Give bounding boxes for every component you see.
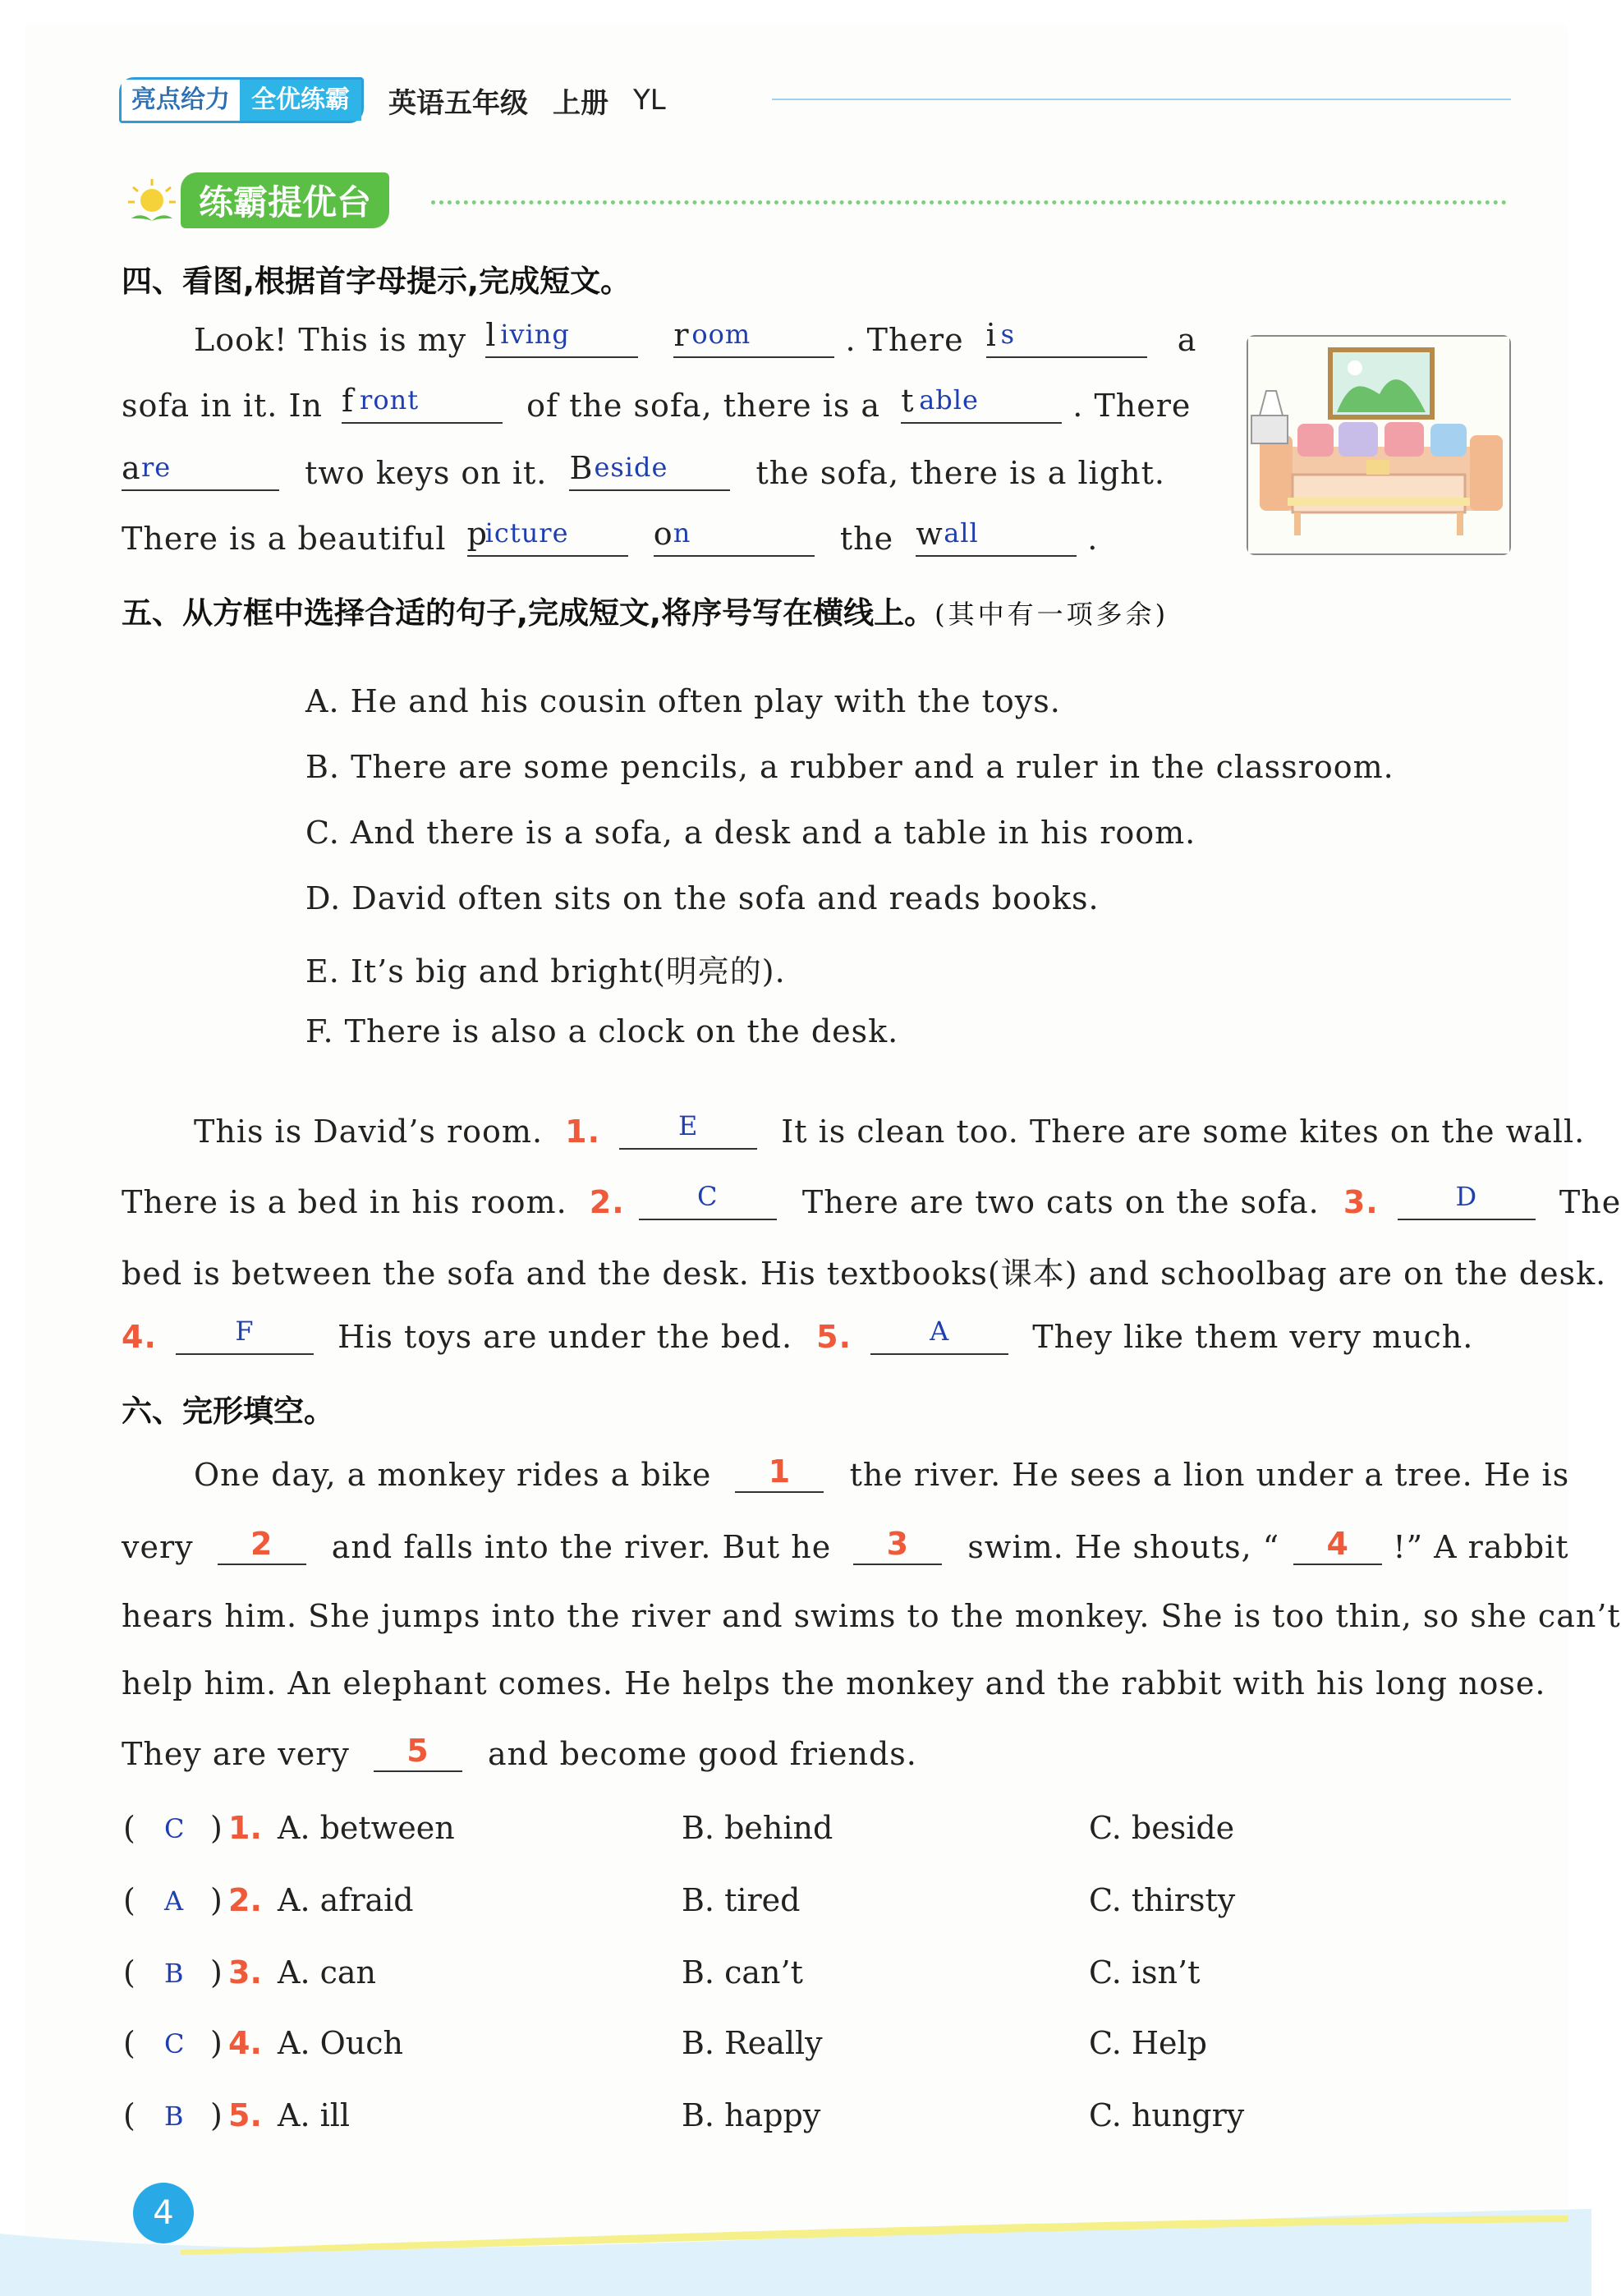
- close-paren: ): [210, 1882, 223, 1918]
- choice-row: [123, 2097, 1519, 2138]
- blank: [569, 450, 730, 491]
- choice-number: 4.: [228, 2025, 262, 2061]
- option-c: C. And there is a sofa, a desk and a table in his room.: [305, 815, 1196, 851]
- dotted-divider: [431, 200, 1507, 204]
- q5-line-2: [122, 1182, 1621, 1220]
- blank-prefix: t: [901, 383, 915, 419]
- option-c: C. Help: [1089, 2025, 1207, 2061]
- q6-line-1: [194, 1455, 1569, 1493]
- option-a: A. afraid: [278, 1882, 414, 1918]
- text: very: [122, 1529, 194, 1565]
- blank: [122, 450, 279, 491]
- edition-label: YL: [633, 84, 666, 117]
- page-number: 4: [133, 2183, 194, 2243]
- answer-blank: [176, 1317, 314, 1355]
- blank-prefix: w: [916, 516, 944, 552]
- blank-number: 5.: [816, 1319, 852, 1355]
- open-paren: (: [123, 1810, 135, 1846]
- q6-title: 六、完形填空。: [122, 1394, 334, 1429]
- choice-row: [123, 1882, 1519, 1923]
- q4-line-3: [122, 450, 1165, 491]
- text: This is David’s room.: [194, 1114, 544, 1150]
- option-b: B. happy: [682, 2097, 821, 2133]
- choice-number: 5.: [228, 2097, 262, 2133]
- blank-number: 1.: [565, 1114, 601, 1150]
- text: the sofa, there is a light.: [755, 455, 1165, 491]
- blank-answer: iving: [500, 319, 570, 350]
- blank-answer: ront: [360, 384, 420, 416]
- blank: [466, 516, 628, 557]
- blank-answer: all: [944, 517, 979, 549]
- cloze-blank: [218, 1527, 306, 1565]
- q6-line-5: [122, 1734, 917, 1772]
- text: His toys are under the bed.: [338, 1319, 793, 1355]
- choice-number: 3.: [228, 1954, 262, 1991]
- choice-answer: C: [164, 2028, 185, 2060]
- open-paren: (: [123, 2025, 135, 2061]
- blank: [985, 317, 1147, 358]
- text: Look! This is my: [194, 322, 467, 358]
- cloze-number: 2: [250, 1526, 273, 1562]
- text: . There: [1072, 388, 1192, 424]
- cloze-number: 4: [1326, 1526, 1349, 1562]
- cloze-blank: [853, 1527, 942, 1565]
- option-c: C. hungry: [1089, 2097, 1245, 2133]
- q4-line-2: [122, 383, 1192, 424]
- q6-line-3: hears him. She jumps into the river and swims to the monkey. She is too thin, so she can’t: [122, 1598, 1621, 1634]
- sun-sprout-icon: [123, 176, 181, 225]
- text: They are very: [122, 1736, 350, 1772]
- blank-prefix: i: [985, 317, 997, 353]
- brand-left: 亮点给力: [122, 80, 240, 121]
- blank: [342, 383, 503, 424]
- footer-wave: [0, 2201, 1591, 2296]
- blank-prefix: r: [673, 317, 690, 353]
- text: and falls into the river. But he: [331, 1529, 832, 1565]
- option-b: B. tired: [682, 1882, 801, 1918]
- section-tag-label: 练霸提优台: [181, 172, 389, 228]
- q5-line-1: [194, 1112, 1585, 1150]
- close-paren: ): [210, 2097, 223, 2133]
- blank-number: 2.: [589, 1184, 625, 1220]
- blank-answer: F: [235, 1316, 255, 1347]
- living-room-illustration: [1247, 335, 1511, 555]
- blank-answer: icture: [484, 517, 569, 549]
- text: One day, a monkey rides a bike: [194, 1457, 712, 1493]
- option-b: B. behind: [682, 1810, 833, 1846]
- blank-answer: E: [677, 1110, 699, 1141]
- choice-answer: B: [164, 2101, 184, 2132]
- q4-title: 四、看图,根据首字母提示,完成短文。: [122, 264, 631, 299]
- text: There is a bed in his room.: [122, 1184, 567, 1220]
- blank-answer: D: [1455, 1181, 1478, 1212]
- q5-title-text: 五、从方框中选择合适的句子,完成短文,将序号写在横线上。: [122, 595, 935, 631]
- q6-line-4: help him. An elephant comes. He helps the monkey and the rabbit with his long nose.: [122, 1665, 1546, 1701]
- q5-title: [122, 588, 1169, 632]
- text: It is clean too. There are some kites on the wall.: [781, 1114, 1586, 1150]
- option-c: C. thirsty: [1089, 1882, 1236, 1918]
- text: the river. He sees a lion under a tree. He is: [849, 1457, 1570, 1493]
- choice-number: 2.: [228, 1882, 262, 1918]
- option-a: A. between: [278, 1810, 455, 1846]
- subject-label: 英语五年级: [388, 86, 528, 120]
- q6-line-2: [122, 1527, 1569, 1565]
- text: sofa in it. In: [122, 388, 323, 424]
- blank-prefix: a: [122, 450, 141, 486]
- option-a: A. ill: [278, 2097, 351, 2133]
- answer-blank: [1398, 1182, 1536, 1220]
- text: of the sofa, there is a: [526, 388, 881, 424]
- blank-number: 4.: [122, 1319, 157, 1355]
- text: swim. He shouts, “: [967, 1529, 1280, 1565]
- brand-right: 全优练霸: [240, 80, 361, 121]
- open-paren: (: [123, 2097, 135, 2133]
- option-f: F. There is also a clock on the desk.: [305, 1013, 899, 1049]
- blank-answer: s: [1000, 319, 1016, 350]
- text: There are two cats on the sofa.: [801, 1184, 1320, 1220]
- blank-answer: A: [930, 1316, 950, 1347]
- blank: [653, 516, 815, 557]
- close-paren: ): [210, 1954, 223, 1991]
- option-a: A. can: [278, 1954, 377, 1991]
- option-e: E. It’s big and bright(明亮的).: [305, 953, 786, 990]
- choice-row: [123, 1954, 1519, 1995]
- text: two keys on it.: [305, 455, 548, 491]
- q5-line-3: bed is between the sofa and the desk. His textbooks(课本) and schoolbag are on the desk.: [122, 1256, 1607, 1292]
- choice-row: [123, 1810, 1519, 1851]
- open-paren: (: [123, 1954, 135, 1991]
- blank-answer: eside: [594, 452, 668, 483]
- text: The: [1559, 1184, 1621, 1220]
- choice-row: [123, 2025, 1519, 2066]
- cloze-blank: [374, 1734, 462, 1772]
- blank-answer: n: [673, 517, 691, 549]
- blank-prefix: B: [569, 450, 594, 486]
- option-b: B. Really: [682, 2025, 823, 2061]
- option-b: B. There are some pencils, a rubber and a ruler in the classroom.: [305, 749, 1394, 785]
- volume-label: 上册: [553, 86, 608, 120]
- blank: [485, 317, 638, 358]
- blank: [916, 516, 1077, 557]
- blank-number: 3.: [1343, 1184, 1379, 1220]
- text: and become good friends.: [488, 1736, 917, 1772]
- close-paren: ): [210, 2025, 223, 2061]
- close-paren: ): [210, 1810, 223, 1846]
- q4-line-1: [194, 317, 1197, 358]
- text: There is a beautiful: [122, 521, 447, 557]
- blank-answer: C: [697, 1181, 719, 1212]
- option-a: A. Ouch: [278, 2025, 403, 2061]
- option-c: C. isn’t: [1089, 1954, 1201, 1991]
- answer-blank: [639, 1182, 777, 1220]
- choice-number: 1.: [228, 1810, 262, 1846]
- q5-note: (其中有一项多余): [934, 599, 1169, 630]
- choice-answer: B: [164, 1958, 184, 1989]
- answer-blank: [870, 1317, 1008, 1355]
- blank-answer: re: [141, 452, 172, 483]
- option-c: C. beside: [1089, 1810, 1235, 1846]
- text: .: [1087, 521, 1099, 557]
- q5-line-4: [122, 1317, 1473, 1355]
- blank-prefix: f: [342, 383, 355, 419]
- blank: [901, 383, 1062, 424]
- blank-prefix: p: [466, 516, 488, 552]
- cloze-blank: [735, 1455, 824, 1493]
- brand-logo: [119, 77, 364, 123]
- living-room-picture: [1248, 337, 1509, 553]
- blank-answer: oom: [691, 319, 751, 350]
- page-header: [119, 76, 666, 125]
- choice-answer: C: [164, 1813, 185, 1844]
- option-b: B. can’t: [682, 1954, 803, 1991]
- option-d: D. David often sits on the sofa and reads books.: [305, 880, 1100, 916]
- blank-answer: able: [919, 384, 979, 416]
- text: They like them very much.: [1032, 1319, 1474, 1355]
- cloze-blank: [1293, 1527, 1382, 1565]
- text: a: [1177, 322, 1197, 358]
- cloze-number: 5: [406, 1733, 429, 1769]
- choice-answer: A: [164, 1885, 184, 1917]
- blank-prefix: l: [485, 317, 497, 353]
- text: the: [839, 521, 894, 557]
- blank-prefix: o: [653, 516, 673, 552]
- open-paren: (: [123, 1882, 135, 1918]
- cloze-number: 3: [886, 1526, 910, 1562]
- cloze-number: 1: [768, 1453, 792, 1490]
- section-tag: [123, 172, 389, 228]
- option-a: A. He and his cousin often play with the toys.: [305, 683, 1061, 719]
- header-divider: [772, 99, 1511, 100]
- q4-line-4: [122, 516, 1099, 557]
- text: !” A rabbit: [1393, 1529, 1569, 1565]
- blank: [673, 317, 834, 358]
- answer-blank: [619, 1112, 757, 1150]
- text: . There: [845, 322, 964, 358]
